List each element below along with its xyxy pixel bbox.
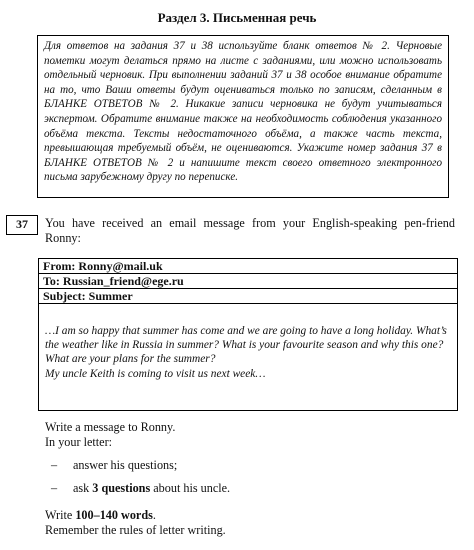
email-subject: Subject: Summer bbox=[39, 289, 457, 304]
email-box bbox=[38, 258, 458, 411]
email-body-paragraph: My uncle Keith is coming to visit us next week… bbox=[45, 367, 266, 380]
word-count-prefix: Write bbox=[45, 508, 76, 522]
word-count-line bbox=[45, 508, 455, 523]
email-body bbox=[39, 304, 457, 381]
task-instructions bbox=[45, 420, 455, 538]
word-count-suffix: . bbox=[152, 508, 156, 522]
email-body-paragraph: …I am so happy that summer has come and we are going to have a long holiday. What’s the weather like in Russia in summer? What is your favourite season and why this one? What are your plans for the summer? bbox=[45, 325, 447, 366]
task-bullet bbox=[45, 458, 455, 473]
instructions-text: Для ответов на задания 37 и 38 используйте бланк ответов № 2. Черновые пометки могут делаться прямо на листе с заданиями, или можно использовать отдельный черновик. При выполнении заданий 37 и 38 особое внимание обратите на то, что Ваши ответы будут оцениваться только по записям, сделанным в БЛАНКЕ ОТВЕТОВ № 2. Никакие записи черновика не будут учитываться экспертом. Обратите внимание также на необходимость соблюдения указанного объёма текста. Тексты недостаточного объёма, а также часть текста, превышающая требуемый объём, не оцениваются. Укажите номер задания 37 в БЛАНКЕ ОТВЕТОВ № 2 и напишите текст своего ответного электронного письма зарубежному другу по переписке. bbox=[44, 40, 442, 184]
instructions-box bbox=[37, 35, 449, 198]
word-count-value: 100–140 words bbox=[75, 508, 153, 522]
task-bullet bbox=[45, 481, 455, 496]
bullet-text: about his uncle. bbox=[150, 481, 231, 495]
email-to: To: Russian_friend@ege.ru bbox=[39, 274, 457, 289]
section-title: Раздел 3. Письменная речь bbox=[157, 10, 317, 25]
question-number: 37 bbox=[6, 215, 38, 235]
task-intro: You have received an email message from your English-speaking pen-friend Ronny: bbox=[45, 216, 455, 245]
bullet-text: answer his questions; bbox=[73, 458, 178, 472]
task-line: In your letter: bbox=[45, 435, 113, 449]
task-line: Write a message to Ronny. bbox=[45, 420, 176, 434]
task-line: Remember the rules of letter writing. bbox=[45, 523, 226, 537]
bullet-dash: – bbox=[51, 458, 58, 472]
bullet-bold-text: 3 questions bbox=[92, 481, 151, 495]
email-from: From: Ronny@mail.uk bbox=[39, 259, 457, 274]
bullet-text: ask bbox=[73, 481, 93, 495]
bullet-dash: – bbox=[51, 481, 58, 495]
